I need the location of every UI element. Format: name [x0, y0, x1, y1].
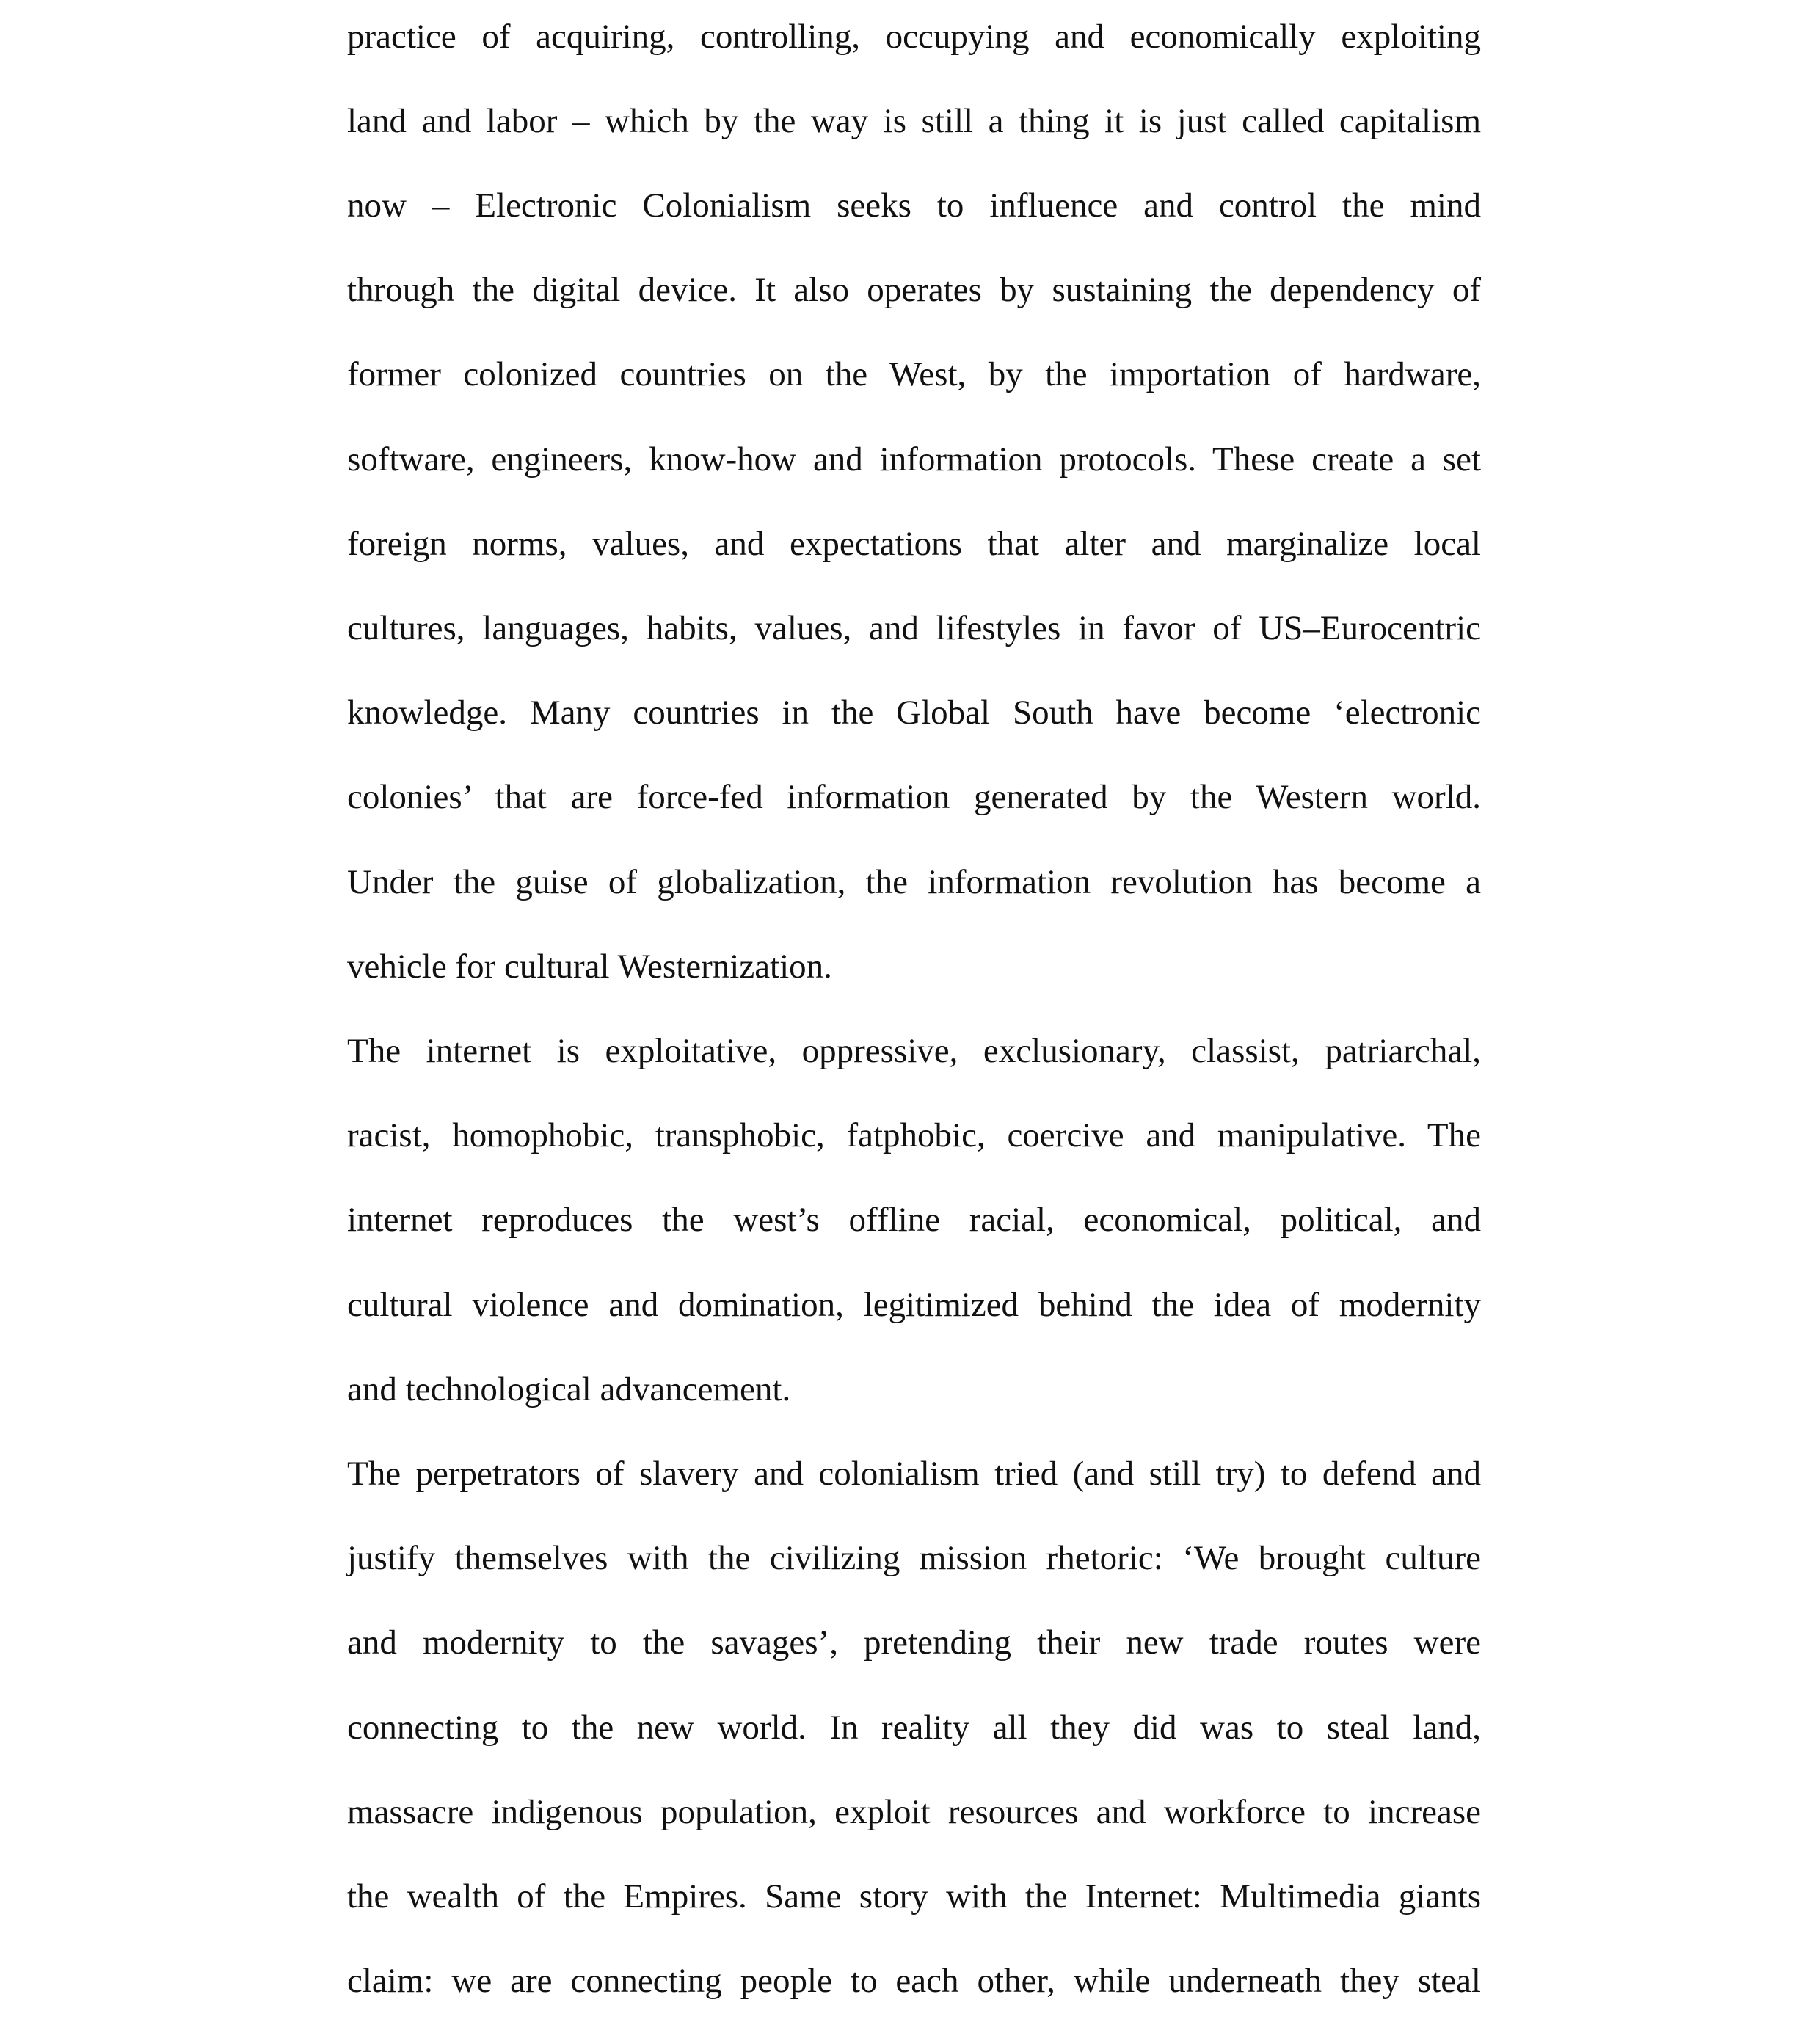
paragraph-1-line-8: cultures, languages, habits, values, and lifestyles in favor of US–Eurocentric — [347, 609, 1481, 647]
paragraph-1-line-4: through the digital device. It also operates by sustaining the dependency of — [347, 271, 1481, 309]
paragraph-1-line-11: Under the guise of globalization, the information revolution has become a — [347, 863, 1481, 901]
paragraph-3-line-1: The perpetrators of slavery and colonialism tried (and still try) to defend and — [347, 1455, 1481, 1493]
paragraph-1-line-10: colonies’ that are force-fed information generated by the Western world. — [347, 778, 1481, 816]
paragraph-3-line-7: claim: we are connecting people to each other, while underneath they steal — [347, 1962, 1481, 2000]
paragraph-1-line-7: foreign norms, values, and expectations that alter and marginalize local — [347, 525, 1481, 563]
paragraph-1-line-5: former colonized countries on the West, by the importation of hardware, — [347, 355, 1481, 393]
paragraph-2-line-2: racist, homophobic, transphobic, fatphobic, coercive and manipulative. The — [347, 1116, 1481, 1154]
paragraph-1-line-9: knowledge. Many countries in the Global South have become ‘electronic — [347, 694, 1481, 732]
paragraph-1-line-6: software, engineers, know-how and information protocols. These create a set — [347, 440, 1481, 479]
paragraph-2-line-4: cultural violence and domination, legitimized behind the idea of modernity — [347, 1286, 1481, 1324]
paragraph-2-line-5: and technological advancement. — [347, 1370, 791, 1408]
paragraph-3-line-2: justify themselves with the civilizing mission rhetoric: ‘We brought culture — [347, 1539, 1481, 1577]
paragraph-3-line-5: massacre indigenous population, exploit resources and workforce to increase — [347, 1793, 1481, 1831]
paragraph-1-line-3: now – Electronic Colonialism seeks to influence and control the mind — [347, 186, 1481, 225]
paragraph-3-line-4: connecting to the new world. In reality all they did was to steal land, — [347, 1709, 1481, 1747]
paragraph-2-line-1: The internet is exploitative, oppressive, exclusionary, classist, patriarchal, — [347, 1032, 1481, 1070]
paragraph-1-line-1: practice of acquiring, controlling, occupying and economically exploiting — [347, 18, 1481, 56]
paragraph-1-line-12: vehicle for cultural Westernization. — [347, 947, 832, 986]
paragraph-1-line-2: land and labor – which by the way is still a thing it is just called capitalism — [347, 102, 1481, 140]
paragraph-3-line-6: the wealth of the Empires. Same story with the Internet: Multimedia giants — [347, 1877, 1481, 1916]
paragraph-2-line-3: internet reproduces the west’s offline racial, economical, political, and — [347, 1201, 1481, 1239]
paragraph-3-line-3: and modernity to the savages’, pretending their new trade routes were — [347, 1623, 1481, 1662]
